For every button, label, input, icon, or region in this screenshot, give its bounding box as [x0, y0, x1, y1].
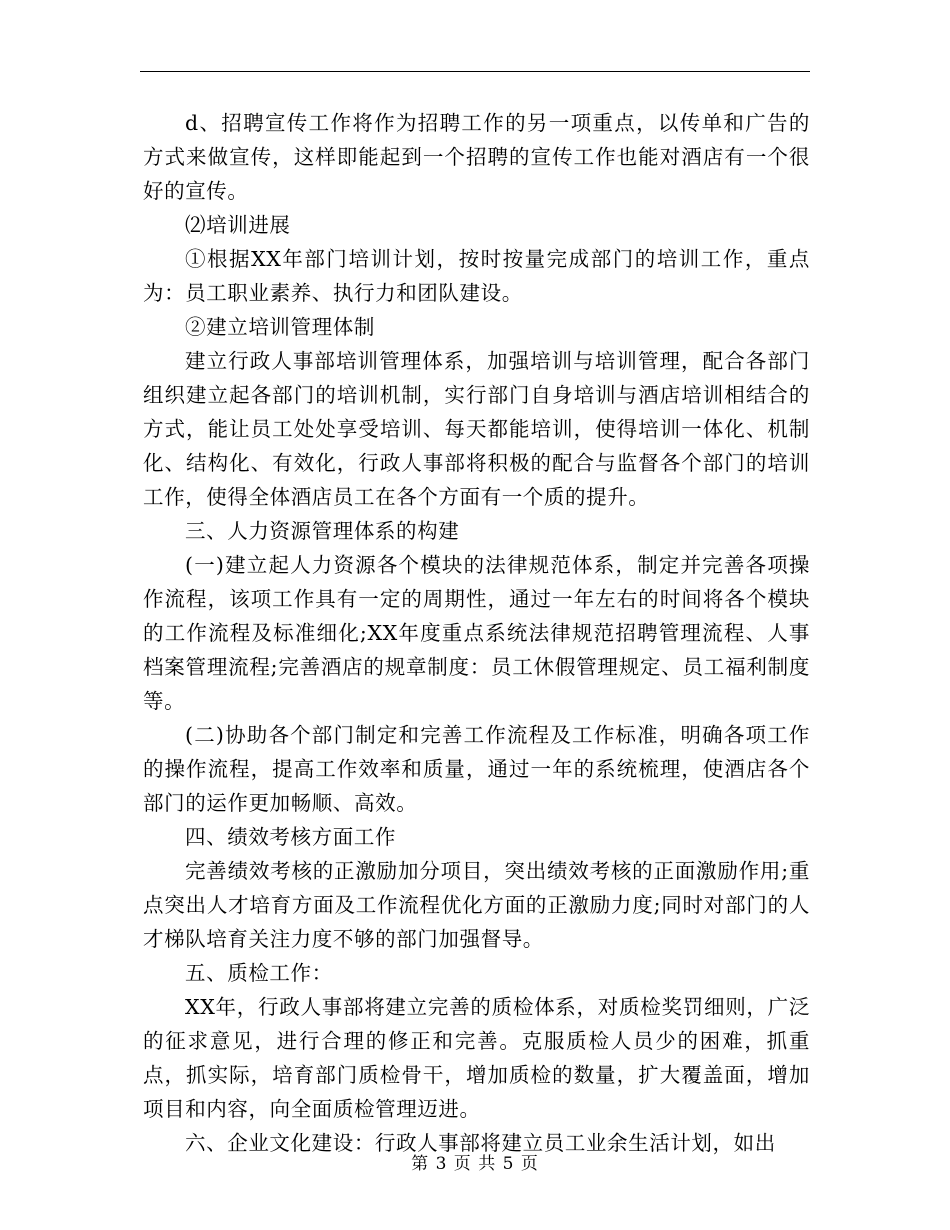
paragraph: (二)协助各个部门制定和完善工作流程及工作标准，明确各项工作的操作流程，提高工作效率和质量，通过一年的系统梳理，使酒店各个部门的运作更加畅顺、高效。 — [143, 723, 810, 815]
paragraph: ⑵培训进展 — [185, 213, 291, 237]
paragraph: 六、企业文化建设：行政人事部将建立员工业余生活计划，如出 — [185, 1131, 776, 1155]
paragraph: d、招聘宣传工作将作为招聘工作的另一项重点，以传单和广告的方式来做宣传，这样即能起到一个招聘的宣传工作也能对酒店有一个很好的宣传。 — [143, 111, 810, 203]
document-body — [143, 106, 810, 1160]
paragraph: XX年，行政人事部将建立完善的质检体系，对质检奖罚细则，广泛的征求意见，进行合理的修正和完善。克服质检人员少的困难，抓重点，抓实际，培育部门质检骨干，增加质检的数量，扩大覆盖面，增加项目和内容，向全面质检管理迈进。 — [143, 995, 810, 1121]
paragraph: ②建立培训管理体制 — [185, 315, 375, 339]
paragraph: 四、绩效考核方面工作 — [185, 825, 397, 849]
paragraph: ①根据XX年部门培训计划，按时按量完成部门的培训工作，重点为：员工职业素养、执行力和团队建设。 — [143, 247, 810, 305]
paragraph: 建立行政人事部培训管理体系，加强培训与培训管理，配合各部门组织建立起各部门的培训机制，实行部门自身培训与酒店培训相结合的方式，能让员工处处享受培训、每天都能培训，使得培训一体化、机制化、结构化、有效化，行政人事部将积极的配合与监督各个部门的培训工作，使得全体酒店员工在各个方面有一个质的提升。 — [143, 349, 810, 509]
page-number: 第 3 页 共 5 页 — [411, 1154, 539, 1174]
paragraph: 三、人力资源管理体系的构建 — [185, 519, 460, 543]
paragraph: 完善绩效考核的正激励加分项目，突出绩效考核的正面激励作用;重点突出人才培育方面及工作流程优化方面的正激励力度;同时对部门的人才梯队培育关注力度不够的部门加强督导。 — [143, 859, 810, 951]
paragraph: (一)建立起人力资源各个模块的法律规范体系，制定并完善各项操作流程，该项工作具有一定的周期性，通过一年左右的时间将各个模块的工作流程及标准细化;XX年度重点系统法律规范招聘管理流程、人事档案管理流程;完善酒店的规章制度：员工休假管理规定、员工福利制度等。 — [143, 553, 810, 713]
header-rule — [140, 71, 810, 72]
paragraph: 五、质检工作： — [185, 961, 333, 985]
